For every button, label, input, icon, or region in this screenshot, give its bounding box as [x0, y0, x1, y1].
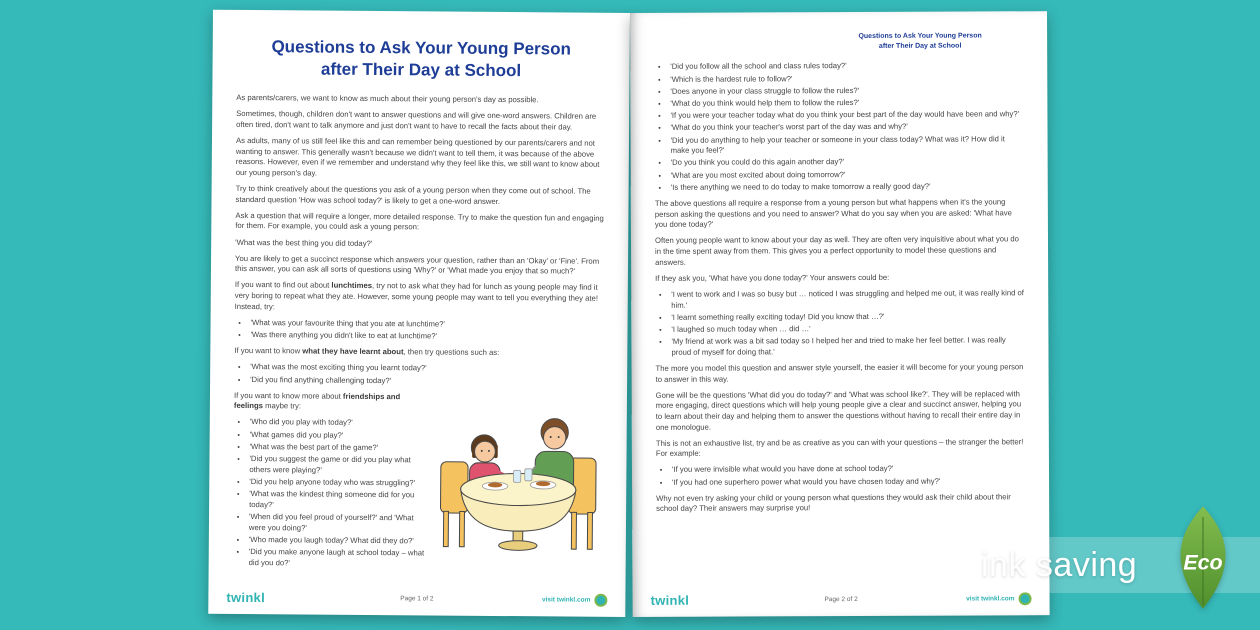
paragraph-friendships: If you want to know more about friendships and feelings maybe try: — [233, 390, 401, 411]
eco-leaf-icon — [1164, 503, 1242, 613]
bullet-item: • 'What was the best part of the game?' — [249, 442, 603, 455]
bullet-item: • 'Did you help anyone today who was struggling?' — [248, 477, 602, 490]
page-number: Page 1 of 2 — [400, 594, 434, 602]
bullet-item: • 'What do you think would help them to follow the rules?' — [669, 97, 1023, 109]
bullet-item: • 'Do you think you could do this again another day?' — [670, 157, 1024, 169]
bullet-item: • 'Does anyone in your class struggle to follow the rules?' — [669, 85, 1023, 97]
paragraph: Gone will be the questions 'What did you do today?' and 'What was school like?'. They will be replaced with more engaging, direct questions which will help young people give a clear and succinct answer, helping you to learn about their day and helping them to answer the questions without having to recall their entire day in one monologue. — [655, 388, 1022, 432]
bullet-item: • 'Did you do anything to help your teacher or someone in your class today? What was it? How did it make you feel?' — [670, 134, 1024, 157]
continuation-header-line1: Questions to Ask Your Young Person — [858, 32, 982, 41]
paragraph-learnt: If you want to know what they have learnt about, then try questions such as: — [234, 346, 500, 358]
paragraph: Why not even try asking your child or young person what questions they would ask their child about their school day? Their answers may surprise you! — [656, 492, 1011, 514]
quality-badge-icon — [1019, 592, 1032, 605]
quality-badge-icon — [594, 593, 607, 606]
document-spread — [213, 13, 1047, 617]
paragraph: Ask a question that will require a longer, more detailed response. Try to make the question fun and engaging for them. For example, you could ask a young person: — [235, 210, 604, 232]
paragraph: Try to think creatively about the questions you ask of a young person when they come out of school. The standard question 'How was school today?' is likely to get a one-word answer. — [235, 183, 591, 206]
page-2 — [630, 11, 1050, 617]
bullet-item: • 'Did you follow all the school and class rules today?' — [669, 61, 1023, 73]
bullet-item: • 'What do you think your teacher's worst part of the day was and why?' — [669, 122, 1023, 134]
visit-twinkl-link[interactable]: visit twinkl.com — [541, 595, 591, 604]
bullet-item: • 'Did you make anyone laugh at school today – what did you do?' — [248, 547, 602, 571]
bullet-item: • 'If you were your teacher today what do you think your best part of the day would have been and why?' — [669, 109, 1023, 121]
bullet-item: • 'My friend at work was a bit sad today so I helped her and tried to make her feel better. I was really proud of myself for doing that.' — [670, 335, 1024, 358]
bullet-item: • 'I laughed so much today when … did …' — [670, 323, 1024, 335]
bullet-item: • 'I learnt something really exciting today! Did you know that …?' — [670, 311, 1024, 323]
paragraph: Sometimes, though, children don't want to answer questions and will give one-word answers. Children are often tired, don't want to talk anymore and just don't want to have to recall the facts about their day. — [236, 109, 597, 132]
page-number: Page 2 of 2 — [824, 595, 858, 603]
bullet-item: • 'Did you suggest the game or did you play what others were playing?' — [248, 454, 602, 478]
bullet-item: • 'Who did you play with today?' — [249, 417, 603, 430]
paragraph-lunchtimes: If you want to find out about lunchtimes, try not to ask what they had for lunch as young people may find it very boring to repeat what they ate. However, some young people may want to tell you everything they ate! Instead, try: — [234, 280, 599, 311]
visit-twinkl-link[interactable]: visit twinkl.com — [966, 594, 1015, 603]
twinkl-logo: twinkl — [226, 589, 266, 605]
creative-bullet-list — [656, 464, 1025, 488]
bullet-item: • 'If you were invisible what would you have done at school today?' — [671, 464, 1025, 476]
bullet-item: • 'Who made you laugh today? What did they do?' — [248, 535, 602, 548]
paragraph: As adults, many of us still feel like this and can remember being questioned by our parents/carers and not wanting to answer. This generally wasn't because we didn't want to tell them, it was because of the above reasons. However, even if we remember and understand why they feel like this, we still want to know about our young person's day. — [235, 135, 600, 178]
page-footer — [208, 586, 625, 611]
bullet-item: • 'What games did you play?' — [249, 430, 603, 443]
footer-right — [966, 592, 1031, 605]
learnt-bullet-list — [234, 362, 603, 388]
lunch-bullet-list — [234, 318, 603, 344]
bullet-item: • 'Did you find anything challenging today?' — [249, 375, 603, 388]
paragraph: The more you model this question and answer style yourself, the easier it will become for your young person to answer in this way. — [655, 362, 1024, 384]
bullet-item: • 'If you had one superhero power what would you have chosen today and why?' — [671, 476, 1025, 488]
paragraph: Often young people want to know about your day as well. They are often very inquisitive about what you do in the time spent away from them. This gives you a perfect opportunity to model these questions and answers. — [654, 234, 1019, 267]
paragraph: The above questions all require a response from a young person but what happens when it's the young person asking the questions and you need to answer? What do you say when you are asked: 'What have you done today?' — [654, 197, 1012, 230]
page-1 — [208, 10, 630, 617]
bullet-item: • 'What was the kindest thing someone did for you today?' — [248, 489, 602, 513]
bullet-item: • 'Was there anything you didn't like to eat at lunchtime?' — [249, 330, 603, 343]
footer-right — [542, 593, 608, 607]
bullet-item: • 'What was your favourite thing that you ate at lunchtime?' — [250, 318, 604, 331]
top-bullet-list — [654, 61, 1024, 194]
continuation-header-line2: after Their Day at School — [878, 42, 962, 51]
twinkl-logo: twinkl — [650, 592, 690, 608]
ink-saving-label: ink saving — [981, 545, 1138, 584]
example-question: 'What was the best thing you did today?' — [235, 237, 373, 248]
page-title-line2: after Their Day at School — [320, 59, 522, 81]
answer-bullet-list — [655, 288, 1024, 358]
paragraph: You are likely to get a succinct response which answers your question, rather than an 'Okay' or 'Fine'. From this answer, you can ask all sorts of questions using 'Why?' or 'What made you enjoy that so much?' — [234, 253, 600, 276]
eco-label: Eco — [1183, 550, 1223, 575]
bullet-item: • 'Is there anything we need to do today to make tomorrow a really good day?' — [670, 181, 1024, 193]
bullet-item: • 'Which is the hardest rule to follow?' — [669, 73, 1023, 85]
ink-saving-ribbon — [965, 537, 1260, 593]
continuation-header — [825, 31, 1015, 52]
bullet-item: • 'When did you feel proud of yourself?' and 'What were you doing?' — [248, 512, 602, 536]
paragraph: This is not an exhaustive list, try and be as creative as you can with your questions – the stranger the better! For example: — [655, 436, 1024, 459]
bullet-item: • 'I went to work and I was so busy but … noticed I was struggling and helped me out, it was really kind of him.' — [670, 288, 1024, 311]
paragraph: As parents/carers, we want to know as much about their young person's day as possible. — [236, 93, 539, 105]
bullet-item: • 'What are you most excited about doing tomorrow?' — [670, 169, 1024, 181]
dinner-table-illustration — [434, 394, 603, 555]
page-title — [236, 36, 605, 83]
bullet-item: • 'What was the most exciting thing you learnt today?' — [249, 362, 603, 375]
paragraph: If they ask you, 'What have you done today?' Your answers could be: — [655, 272, 890, 283]
page-title-line1: Questions to Ask Your Young Person — [271, 37, 572, 59]
